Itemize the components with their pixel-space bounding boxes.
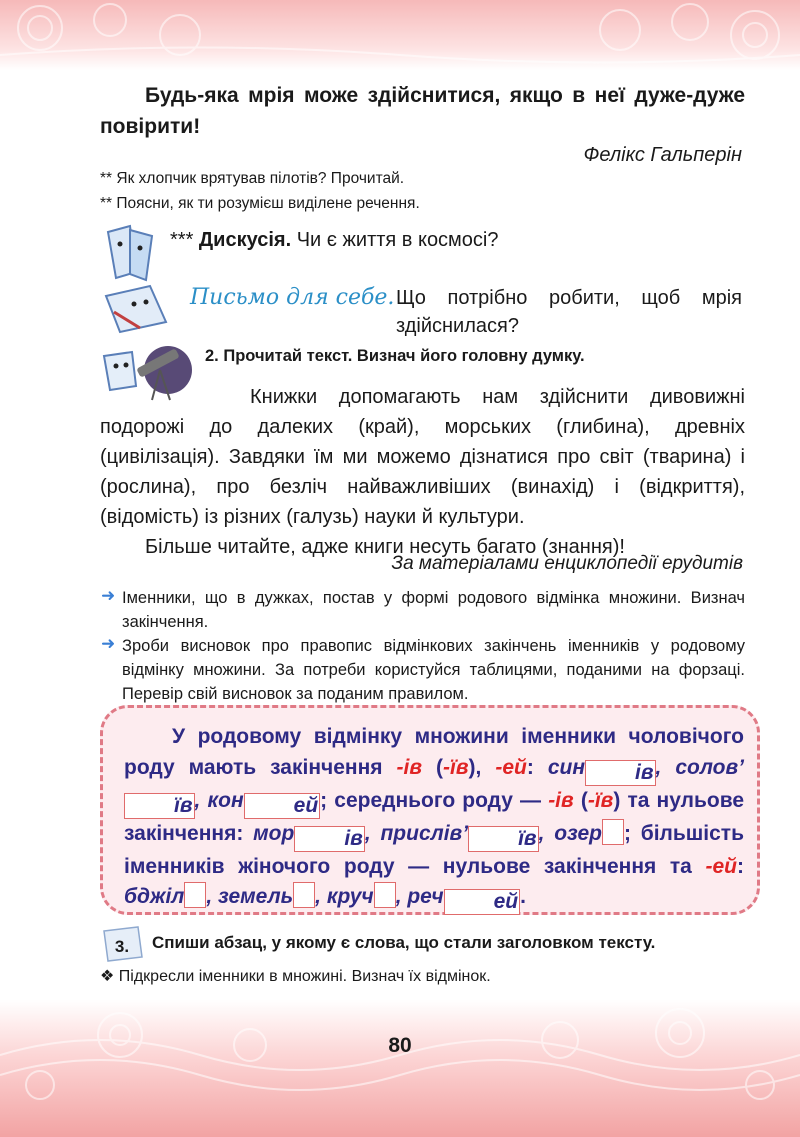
rule-part: , <box>206 885 219 908</box>
ending-iv: -ів <box>548 788 574 812</box>
rule-part: ( <box>422 755 443 779</box>
ending-yiv: -їв <box>587 788 614 812</box>
ending-slot: ів <box>585 760 656 786</box>
writing-for-self-label: Письмо для себе. <box>190 285 395 310</box>
arrow-right-icon: ➜ <box>101 586 116 605</box>
ending-ey: -ей <box>705 854 737 878</box>
task2-paragraph-1: Книжки допомагають нам здійснити дивовижні подорожі до далеких (край), морських (глибина), древніх (цивілізація). Завдяки їм ми можемо дізнатися про світ (тварина) і (рослина), про безліч найважливіших (винахід) і (відкриття), (відомість) із різних (галузь) науки й культури. <box>100 386 745 528</box>
task3-number: 3. <box>114 937 130 956</box>
task2-paragraph-2: Більше читайте, адже книги несуть багато (знання)! <box>145 536 625 558</box>
task2-bullet-1: Іменники, що в дужках, постав у формі родового відмінка множини. Визнач закінчення. <box>122 589 745 631</box>
example-word: мор <box>253 821 295 845</box>
discussion-line <box>170 229 499 252</box>
ending-slot: їв <box>468 826 539 852</box>
rule-part: ( <box>573 788 588 812</box>
discussion-mascot-icon <box>100 222 162 282</box>
rule-part: , <box>194 788 208 812</box>
writing-question: Що потрібно робити, щоб мрія здійснилася? <box>396 287 742 337</box>
example-word: солов’ <box>675 755 745 779</box>
arrow-right-icon: ➜ <box>101 634 116 653</box>
bottom-lace-ornament <box>0 985 800 1137</box>
rule-part: : <box>737 854 744 878</box>
rule-part: ; більшість іменників жіночого роду — нульове закінчення та <box>124 821 745 878</box>
example-word: бджіл <box>124 885 185 908</box>
rule-part: , <box>655 755 676 779</box>
ending-ey: -ей <box>495 755 527 779</box>
top-lace-ornament <box>0 0 800 70</box>
ending-yiv: -їв <box>443 755 469 779</box>
ending-slot: ей <box>244 793 321 819</box>
page-number: 80 <box>388 1034 412 1057</box>
ending-iv: -ів <box>396 755 423 779</box>
discussion-title: Дискусія. <box>198 229 292 251</box>
question-line-1: ** Як хлопчик врятував пілотів? Прочитай. <box>100 170 405 187</box>
rule-part: У родовому відмінку множини іменники чоловічого роду мають закінчення <box>124 725 744 779</box>
empty-ending-slot <box>602 819 624 845</box>
rule-part: : <box>526 755 534 779</box>
rule-part: , <box>315 885 327 908</box>
question-line-2: ** Поясни, як ти розумієш виділене речення. <box>100 195 420 212</box>
example-word: син <box>547 755 586 779</box>
rule-part: ) та нульове закінчення: <box>124 788 745 845</box>
epigraph-author: Фелікс Гальперін <box>583 144 742 166</box>
discussion-question: Чи є життя в космосі? <box>296 229 499 251</box>
writing-mascot-icon <box>100 282 172 336</box>
example-word: прислів’ <box>380 821 469 845</box>
rule-part: ), <box>468 755 496 779</box>
rule-part: , <box>395 885 408 908</box>
rule-part: , <box>538 821 555 845</box>
example-word: кон <box>207 788 244 812</box>
example-word: реч <box>407 885 444 908</box>
example-word: круч <box>326 885 374 908</box>
discussion-stars: *** <box>170 229 194 251</box>
ending-slot: ів <box>294 826 365 852</box>
rule-part: . <box>520 885 526 908</box>
empty-ending-slot <box>374 882 396 908</box>
empty-ending-slot <box>184 882 206 908</box>
epigraph-quote: Будь-яка мрія може здійснитися, якщо в неї дуже-дуже повірити! <box>100 84 745 138</box>
task3-subtask: ❖ Підкресли іменники в множині. Визнач їх відмінок. <box>100 968 491 985</box>
task2-source: За матеріалами енциклопедії ерудитів <box>391 553 743 574</box>
example-word: земель <box>218 885 294 908</box>
ending-slot: їв <box>124 793 195 819</box>
task2-bullet-2: Зроби висновок про правопис відмінкових закінчень іменників у родовому відмінку множини. За потреби користуйся таблицями, поданими на форзаці. Перевір свій висновок за поданим правилом. <box>122 637 745 703</box>
rule-text <box>124 722 744 915</box>
task2-title: 2. Прочитай текст. Визнач його головну думку. <box>205 347 585 365</box>
example-word: озер <box>554 821 602 845</box>
task2-text <box>100 382 745 562</box>
task3-title: Спиши абзац, у якому є слова, що стали заголовком тексту. <box>152 933 656 952</box>
rule-part: , <box>364 821 381 845</box>
empty-ending-slot <box>293 882 315 908</box>
task3-number-badge <box>100 925 144 963</box>
ending-slot: ей <box>444 889 521 915</box>
rule-part: ; середнього роду — <box>320 788 549 812</box>
